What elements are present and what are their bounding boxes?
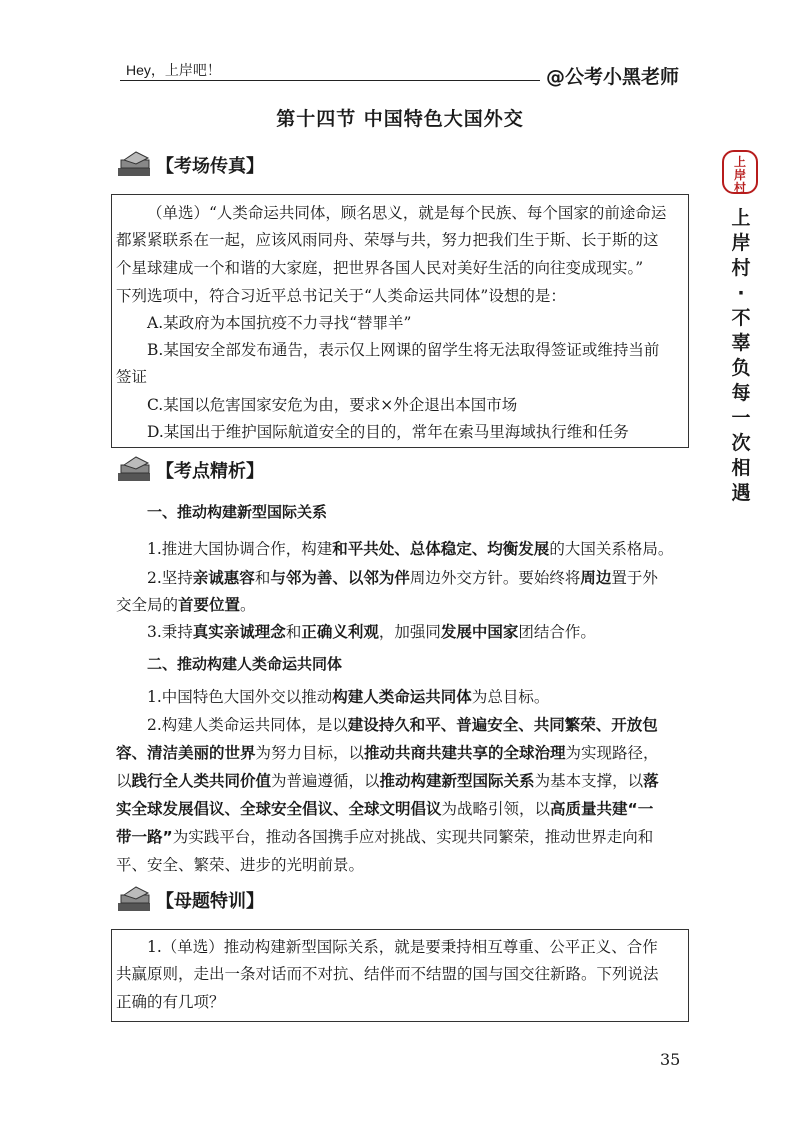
bold-run: 推动构建新型国际关系 [379, 772, 535, 790]
text-run: 为普遍遵循，以 [271, 772, 380, 790]
subheading: 二、推动构建人类命运共同体 [147, 655, 343, 673]
text-run: 3.秉持 [147, 623, 193, 641]
bold-run: 建设持久和平、普遍安全、共同繁荣、开放包 [347, 716, 658, 734]
text-run: 1.推进大国协调合作，构建 [147, 540, 333, 558]
analysis-para [147, 619, 596, 645]
bold-run: 高质量共建“一 [550, 800, 654, 818]
analysis-para [147, 684, 549, 710]
seal-text: 上岸村 [733, 155, 746, 195]
subheading: 一、推动构建新型国际关系 [147, 503, 328, 521]
text-run: 和 [285, 623, 302, 641]
option-a: A.某政府为本国抗疫不力寻找“替罪羊” [147, 314, 412, 332]
section-title: 【母题特训】 [156, 891, 264, 912]
text-run: ，加强同 [378, 623, 441, 641]
text-run: 。 [240, 596, 256, 614]
text-run: 为总目标。 [471, 688, 550, 706]
bold-run: 推动共商共建共享的全球治理 [364, 744, 566, 762]
section-heading-exam [116, 150, 264, 180]
analysis-para [116, 768, 659, 794]
analysis-para [116, 592, 256, 618]
text-run: 为努力目标，以 [255, 744, 365, 762]
bold-run: 落 [643, 772, 659, 790]
bold-run: 践行全人类共同价值 [131, 772, 272, 790]
text-run: 周边外交方针。要始终将 [409, 569, 581, 587]
header-author: @公考小黑老师 [546, 66, 680, 88]
question-text: （单选）“人类命运共同体，顾名思义，就是每个民族、每个国家的前途命运 [147, 204, 667, 222]
page-number: 35 [660, 1050, 681, 1069]
question-text: 下列选项中，符合习近平总书记关于“人类命运共同体”设想的是： [116, 287, 566, 305]
section-heading-practice [116, 885, 264, 915]
text-run: 交全局的 [116, 596, 179, 614]
analysis-para [147, 536, 673, 562]
bold-run: 实全球发展倡议、全球安全倡议、全球文明倡议 [116, 800, 442, 818]
slogan-char: 次 [731, 432, 751, 454]
bold-run: 构建人类命运共同体 [332, 688, 472, 706]
slogan-char: · [737, 282, 745, 304]
slogan-char: 一 [731, 407, 751, 429]
text-run: 为战略引领，以 [441, 800, 551, 818]
analysis-para [147, 712, 658, 738]
text-run: 为实现路径， [565, 744, 659, 762]
option-d: D.某国出于维护国际航道安全的目的，常年在索马里海域执行维和任务 [147, 423, 629, 441]
question-text: 共赢原则，走出一条对话而不对抗、结伴而不结盟的国与国交往新路。下列说法 [116, 965, 659, 983]
bold-run: 真实亲诚理念 [192, 623, 286, 641]
option-c: C.某国以危害国家安危为由，要求×外企退出本国市场 [147, 396, 518, 414]
text-run: 为实践平台，推动各国携手应对挑战、实现共同繁荣，推动世界走向和 [172, 828, 654, 846]
option-b: B.某国安全部发布通告，表示仅上网课的留学生将无法取得签证或维持当前 [147, 341, 660, 359]
slogan-char: 不 [731, 307, 751, 329]
slogan-char: 遇 [731, 482, 751, 504]
section-title: 【考点精析】 [156, 461, 264, 482]
analysis-para: 平、安全、繁荣、进步的光明前景。 [116, 856, 365, 874]
slogan-char: 负 [731, 357, 751, 379]
slogan-char: 每 [731, 382, 751, 404]
question-text: 都紧紧联系在一起，应该风雨同舟、荣辱与共，努力把我们生于斯、长于斯的这 [116, 231, 659, 249]
section-title: 【考场传真】 [156, 156, 264, 177]
bold-run: 亲诚惠容 [192, 569, 255, 587]
page-title: 第十四节 中国特色大国外交 [276, 108, 524, 130]
slogan-char: 上 [731, 207, 751, 229]
bold-run: 带一路” [116, 828, 173, 846]
bold-run: 首要位置 [178, 596, 241, 614]
bold-run: 与邻为善、以邻为伴 [270, 569, 410, 587]
books-icon [116, 885, 154, 915]
slogan-char: 相 [731, 457, 751, 479]
analysis-para [116, 824, 653, 850]
analysis-para [147, 565, 658, 591]
bold-run: 和平共处、总体稳定、均衡发展 [332, 540, 550, 558]
side-slogan [728, 206, 754, 506]
bold-run: 周边 [580, 569, 612, 587]
seal-logo [722, 150, 758, 194]
text-run: 的大国关系格局。 [549, 540, 674, 558]
text-run: 为基本支撑，以 [534, 772, 644, 790]
question-text: 个星球建成一个和谐的大家庭，把世界各国人民对美好生活的向往变成现实。” [116, 259, 644, 277]
header-left-text: Hey，上岸吧！ [126, 62, 221, 78]
analysis-para [116, 796, 653, 822]
bold-run: 正确义利观 [301, 623, 379, 641]
question-text: 1.（单选）推动构建新型国际关系，就是要秉持相互尊重、公平正义、合作 [147, 938, 658, 956]
text-run: 置于外 [611, 569, 658, 587]
books-icon [116, 150, 154, 180]
slogan-char: 村 [731, 257, 751, 279]
text-run: 团结合作。 [518, 623, 596, 641]
header-rule [120, 80, 540, 81]
text-run: 1.中国特色大国外交以推动 [147, 688, 333, 706]
section-heading-analysis [116, 455, 264, 485]
analysis-para [116, 740, 659, 766]
text-run: 和 [254, 569, 271, 587]
bold-run: 发展中国家 [440, 623, 519, 641]
books-icon [116, 455, 154, 485]
text-run: 2.坚持 [147, 569, 193, 587]
question-text: 正确的有几项？ [116, 993, 225, 1011]
slogan-char: 辜 [731, 332, 751, 354]
text-run: 2.构建人类命运共同体，是以 [147, 716, 348, 734]
text-run: 以 [116, 772, 132, 790]
bold-run: 容、清洁美丽的世界 [116, 744, 256, 762]
option-b-cont: 签证 [116, 368, 148, 386]
slogan-char: 岸 [731, 232, 751, 254]
